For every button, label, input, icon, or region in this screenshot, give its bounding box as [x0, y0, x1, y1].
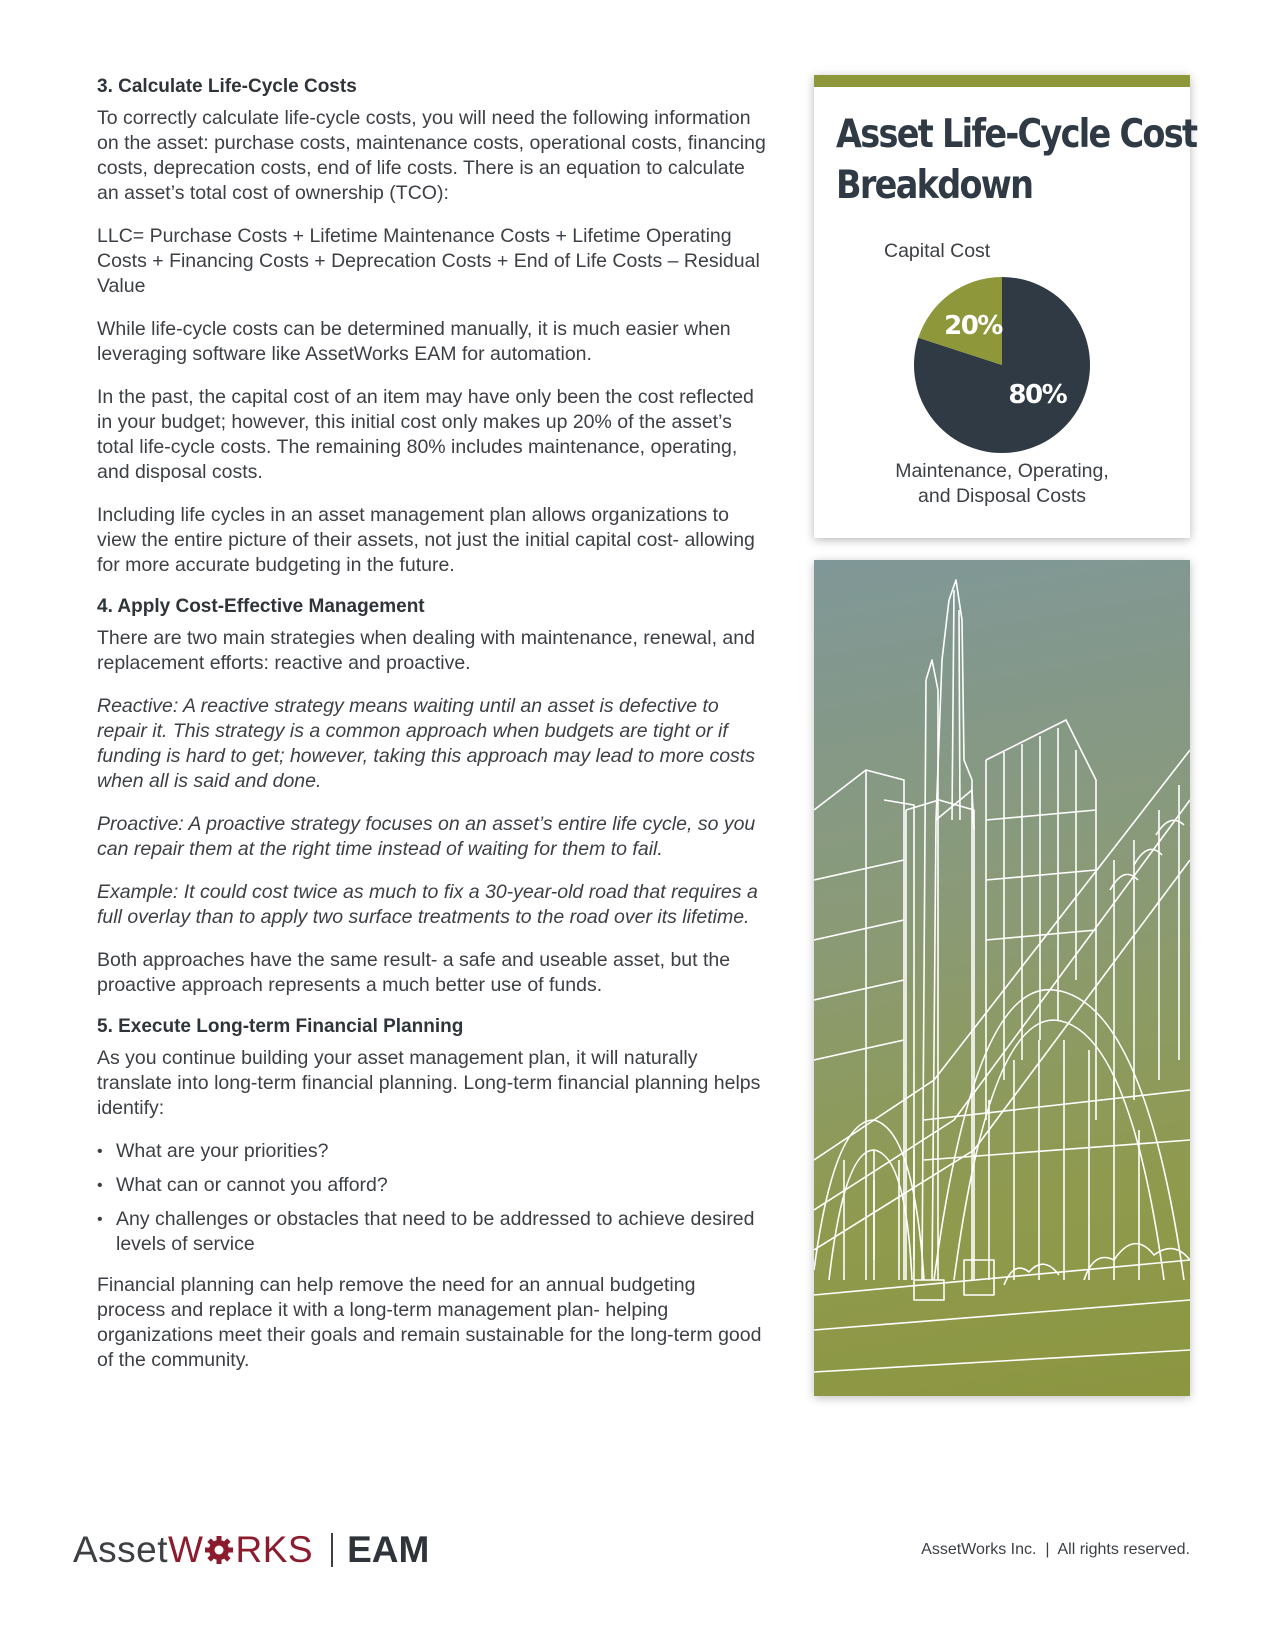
- logo-asset-text: Asset: [73, 1529, 169, 1570]
- logo-rks-text: RKS: [235, 1529, 314, 1570]
- pie-label-maintenance: [814, 459, 1190, 509]
- cost-breakdown-card: [814, 75, 1197, 538]
- card-title-line-1: Asset Life-Cycle Cost: [836, 112, 1197, 157]
- pie-label-capital-cost: Capital Cost: [884, 240, 991, 262]
- card-title-line-2: Breakdown: [836, 163, 1033, 208]
- cost-pie-chart: [902, 265, 1102, 465]
- section-5-paragraph: Financial planning can help remove the need for an annual budgeting process and replace it with a long-term management plan- helping organizations meet their goals and remain sustainable for the long-term good of the community.: [97, 1274, 762, 1371]
- proactive-strategy: Proactive: A proactive strategy focuses on an asset’s entire life cycle, so you can repair them at the right time instead of waiting for them to fail.: [97, 813, 756, 860]
- list-item: • What are your priorities?: [97, 1139, 767, 1164]
- section-3-paragraph: To correctly calculate life-cycle costs, you will need the following information on the asset: purchase costs, maintenance costs, operational costs, financing costs, deprecation costs, end of life costs. There is an equation to calculate an asset’s total cost of ownership (TCO):: [97, 107, 766, 204]
- assetworks-eam-logo: [73, 1528, 429, 1572]
- section-4-paragraph: There are two main strategies when dealing with maintenance, renewal, and replacement efforts: reactive and proactive.: [97, 627, 755, 674]
- section-4-heading: 4. Apply Cost-Effective Management: [97, 596, 425, 617]
- section-3-paragraph: In the past, the capital cost of an item may have only been the cost reflected in your budget; however, this initial cost only makes up 20% of the asset’s total life-cycle costs. The remaining 80% includes maintenance, operating, and disposal costs.: [97, 386, 754, 483]
- city-bridge-line-art: [814, 560, 1190, 1396]
- section-5-paragraph: As you continue building your asset management plan, it will naturally translate into long-term financial planning. Long-term financial planning helps identify:: [97, 1047, 761, 1119]
- list-item: • Any challenges or obstacles that need to be addressed to achieve desired levels of service: [97, 1207, 767, 1257]
- list-item: • What can or cannot you afford?: [97, 1173, 767, 1198]
- pie-label-maintenance-line-1: Maintenance, Operating,: [895, 460, 1109, 482]
- section-3-paragraph: While life-cycle costs can be determined manually, it is much easier when leveraging software like AssetWorks EAM for automation.: [97, 318, 731, 365]
- pie-value-label-capital: 20%: [944, 311, 1002, 342]
- card-accent-bar: [814, 75, 1190, 87]
- pie-value-label-maintenance: 80%: [1008, 380, 1067, 411]
- card-title: [836, 109, 1197, 211]
- pie-label-maintenance-line-2: and Disposal Costs: [918, 485, 1086, 507]
- llc-equation: LLC= Purchase Costs + Lifetime Maintenance Costs + Lifetime Operating Costs + Financing Costs + Deprecation Costs + End of Life Costs – Residual Value: [97, 225, 760, 297]
- logo-divider: [331, 1533, 333, 1567]
- gear-icon: [204, 1535, 234, 1565]
- strategy-example: Example: It could cost twice as much to fix a 30-year-old road that requires a full overlay than to apply two surface treatments to the road over its lifetime.: [97, 881, 758, 928]
- infrastructure-illustration: [814, 560, 1190, 1396]
- logo-eam-text: EAM: [347, 1529, 430, 1570]
- logo-w-text: W: [168, 1529, 204, 1570]
- main-column: [97, 76, 767, 1391]
- section-3-heading: 3. Calculate Life-Cycle Costs: [97, 76, 357, 97]
- section-4-paragraph: Both approaches have the same result- a safe and useable asset, but the proactive approach represents a much better use of funds.: [97, 949, 731, 996]
- section-5-heading: 5. Execute Long-term Financial Planning: [97, 1016, 464, 1037]
- copyright-notice: AssetWorks Inc. | All rights reserved.: [921, 1541, 1190, 1558]
- reactive-strategy: Reactive: A reactive strategy means waiting until an asset is defective to repair it. This strategy is a common approach when budgets are tight or if funding is hard to get; however, taking this approach may lead to more costs when all is said and done.: [97, 695, 755, 792]
- section-3-paragraph: Including life cycles in an asset management plan allows organizations to view the entire picture of their assets, not just the initial capital cost- allowing for more accurate budgeting in the future.: [97, 504, 755, 576]
- planning-bullet-list: [97, 1139, 767, 1257]
